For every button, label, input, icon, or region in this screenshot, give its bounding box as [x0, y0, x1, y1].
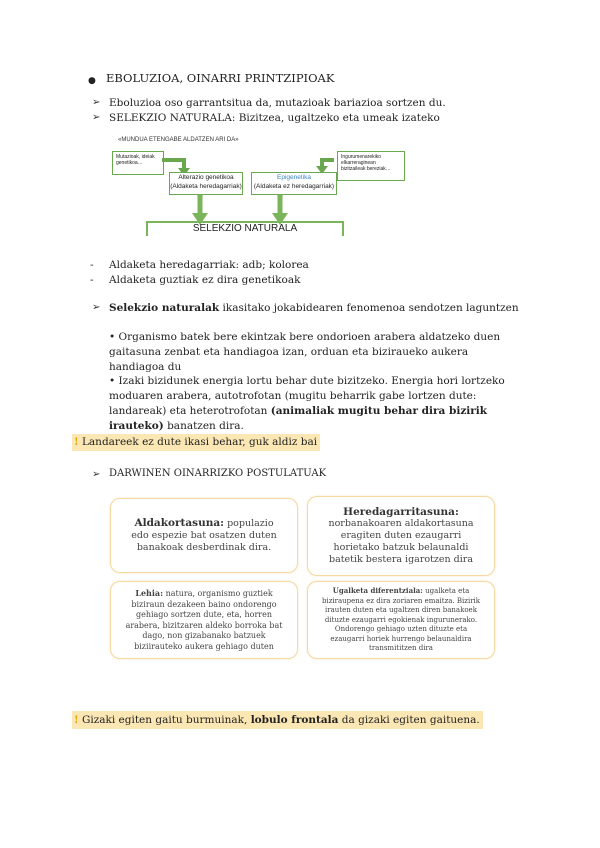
highlight-note-2	[72, 711, 483, 729]
postulate-heredity	[307, 496, 495, 576]
diagram-right-note: Ingurumenarekiko elkarreraginean bizitzaileak bereziak…	[337, 151, 405, 181]
selekzio-rest: ikasitako jokabidearen fenomenoa sendotzen laguntzen	[219, 302, 519, 314]
diagram-left-note: Mutazioak, ideiak genetikoa…	[112, 151, 164, 175]
paragraph-2-b: banatzen dira.	[163, 420, 244, 432]
dash-icon: -	[90, 274, 94, 286]
postulate-heredity-title: Heredagarritasuna:	[343, 506, 459, 518]
note-2-bold: lobulo frontala	[250, 714, 339, 726]
postulate-variability-title: Aldakortasuna:	[134, 517, 225, 529]
diagram-bottom-bar: SELEKZIO NATURALA	[146, 221, 344, 236]
diagram-epigenetic-box	[251, 172, 337, 195]
postulate-competition	[110, 581, 298, 659]
highlight-note-1	[72, 434, 320, 451]
diagram-genetic-sub: (Aldaketa heredagarriak)	[170, 183, 242, 190]
selection-diagram	[112, 135, 418, 236]
postulate-reproduction	[307, 581, 495, 659]
exclamation-icon: !	[74, 714, 79, 726]
arrow-bullet-icon: ➢	[92, 112, 101, 123]
diagram-epigenetic-sub: (Aldaketa ez heredagarriak)	[253, 183, 335, 190]
diagram-epigenetic-title: Epigenetika	[277, 174, 311, 181]
bullet-text: Eboluzioa oso garrantsitua da, mutazioak bariazioa sortzen du.	[109, 97, 446, 109]
postulate-competition-title: Lehia:	[135, 588, 164, 598]
darwin-heading: DARWINEN OINARRIZKO POSTULATUAK	[109, 468, 327, 479]
paragraph-2	[109, 374, 524, 434]
diagram-genetic-title: Alterazio genetikoa	[178, 174, 234, 181]
paragraph-1: • Organismo batek bere ekintzak bere ondorioen arabera aldatzeko duen gaitasuna zenbat eta handiagoa izan, orduan eta biziraueko aukera handiagoa du	[109, 331, 501, 373]
dash-icon: -	[90, 259, 94, 271]
page-title: EBOLUZIOA, OINARRI PRINTZIPIOAK	[106, 71, 335, 85]
postulate-reproduction-text: ugalketa eta biziraupena ez dira zoriaren emaitza. Bizirik irauten duten eta ugaltzen diren banakoek dituzte ezaugarri egokienak ingurunerako. Ondorengo gehiago uzten dituzte eta ezaugarri horiek hurrengo belaunaldira transmititzen dira	[321, 587, 481, 653]
postulate-heredity-text: norbanakoaren aldakortasuna eragiten duten ezaugarri horietako batzuk belaunaldi batetik bestera igarotzen dira	[328, 518, 474, 565]
diagram-genetic-box	[169, 172, 243, 195]
postulate-variability-text: populazio edo espezie bat osatzen duten banakoak desberdinak dira.	[131, 518, 277, 553]
note-1-text: Landareek ez dute ikasi behar, guk aldiz bai	[81, 436, 318, 448]
arrow-bullet-icon: ➢	[92, 302, 101, 313]
dash-item: Aldaketa guztiak ez dira genetikoak	[109, 274, 301, 286]
bullet-icon: ●	[88, 76, 96, 86]
postulate-reproduction-title: Ugalketa diferentziala:	[332, 586, 423, 596]
bullet-text: SELEKZIO NATURALA: Bizitzea, ugaltzeko eta umeak izateko	[109, 112, 440, 124]
arrow-bullet-icon: ➢	[92, 97, 101, 108]
paragraph-2-bold: (animaliak mugitu behar dira bizirik irauteko)	[109, 405, 488, 432]
note-2-b: da gizaki egiten gaituena.	[338, 714, 480, 726]
paragraph-2-a: • Izaki bizidunek energia lortu behar dute bizitzeko. Energia hori lortzeko moduaren arabera, autotrofotan (mugitu beharrik gabe lortzen dute: landareak) eta heterotrofotan	[109, 375, 505, 417]
selekzio-bold: Selekzio naturalak	[109, 302, 220, 314]
arrow-bullet-icon: ➢	[92, 469, 101, 480]
selekzio-text	[109, 301, 519, 315]
postulate-competition-text: natura, organismo guztiek biziraun dezakeen baino ondorengo gehiago sortzen dute, eta, horren arabera, bizitzaren aldeko borroka bat dago, non gizabanako batzuek biziirauteko aukera gehiago duten	[125, 589, 283, 651]
exclamation-icon: !	[74, 436, 79, 448]
dash-item: Aldaketa heredagarriak: adb; kolorea	[109, 259, 309, 271]
diagram-title: «MUNDUA ETENGABE ALDATZEN ARI DA»	[118, 137, 239, 143]
postulate-variability	[110, 498, 298, 573]
note-2-a: Gizaki egiten gaitu burmuinak,	[81, 714, 251, 726]
